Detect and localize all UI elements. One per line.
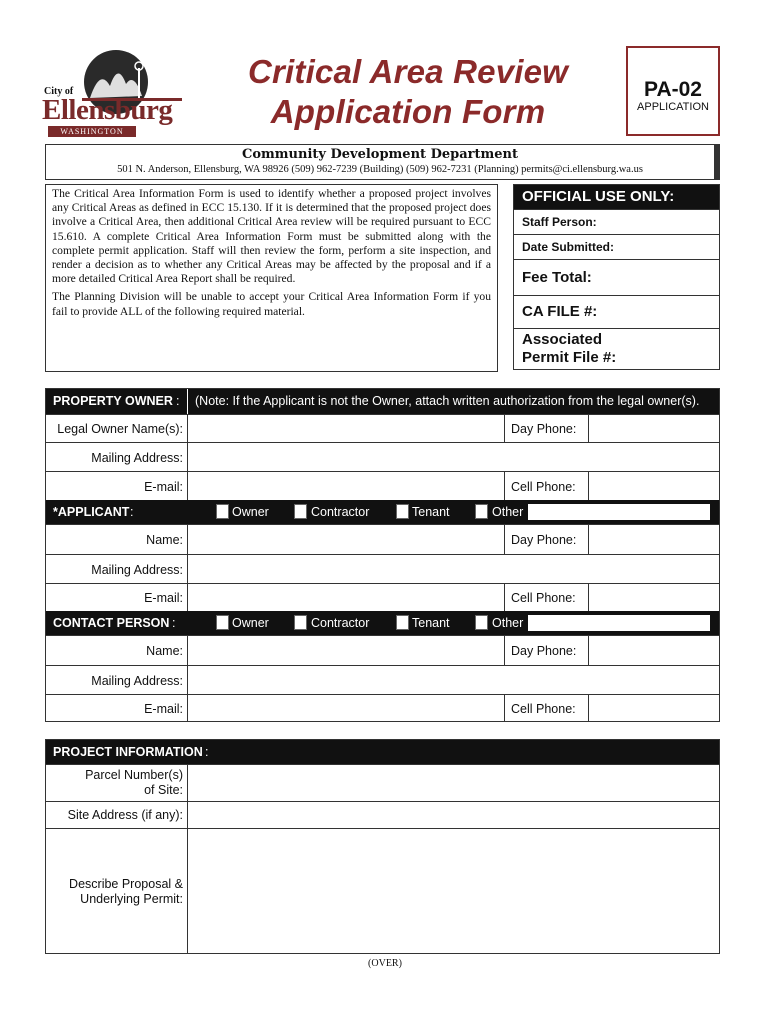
owner-email-label: E-mail:	[144, 480, 183, 494]
associated-permit-field[interactable]	[514, 328, 719, 369]
owner-mailing-label: Mailing Address:	[91, 451, 183, 465]
property-owner-heading: PROPERTY OWNER	[53, 394, 173, 408]
department-title: Community Development Department	[242, 147, 518, 162]
form-type: APPLICATION	[637, 101, 709, 113]
form-code: PA-02	[644, 78, 702, 101]
describe-row	[46, 828, 719, 954]
contact-email-input[interactable]	[188, 695, 504, 722]
applicant-day-phone-label: Day Phone:	[511, 533, 577, 547]
contact-email-row	[46, 694, 719, 722]
contact-tenant-checkbox[interactable]	[396, 615, 409, 630]
applicant-name-label: Name:	[146, 533, 183, 547]
applicant-email-label: E-mail:	[144, 591, 183, 605]
contact-contractor-checkbox[interactable]	[294, 615, 307, 630]
parcel-row	[46, 764, 719, 801]
associated-permit-label-1: Associated	[522, 331, 603, 348]
contact-other-input[interactable]	[528, 615, 710, 631]
intro-paragraph-2: The Planning Division will be unable to accept your Critical Area Information Form if you fail to provide ALL of the following required material.	[52, 290, 491, 318]
logo-state: WASHINGTON	[48, 126, 136, 137]
project-heading: PROJECT INFORMATION	[53, 745, 203, 759]
contact-mailing-label: Mailing Address:	[91, 674, 183, 688]
applicant-mailing-label: Mailing Address:	[91, 563, 183, 577]
applicant-other-label: Other	[492, 505, 524, 519]
contact-person-bar	[46, 611, 719, 635]
owner-mailing-row	[46, 442, 719, 471]
owner-cell-phone-input[interactable]	[589, 472, 720, 500]
describe-label-2: Underlying Permit:	[80, 892, 183, 906]
owner-email-input[interactable]	[188, 472, 504, 500]
contact-mailing-row	[46, 665, 719, 694]
applicant-name-input[interactable]	[188, 525, 504, 554]
describe-label	[46, 877, 187, 907]
applicant-email-row	[46, 583, 719, 611]
contact-day-phone-input[interactable]	[589, 636, 720, 665]
contact-contractor-label: Contractor	[311, 616, 370, 630]
contact-person-colon: :	[172, 616, 176, 630]
date-submitted-field[interactable]	[514, 234, 719, 259]
official-use-box	[513, 184, 720, 370]
applicant-bar	[46, 500, 719, 524]
ca-file-label: CA FILE #:	[522, 303, 598, 320]
ca-file-field[interactable]	[514, 295, 719, 328]
staff-person-field[interactable]	[514, 209, 719, 234]
legal-owner-input[interactable]	[188, 415, 504, 442]
associated-permit-label-2: Permit File #:	[522, 349, 617, 366]
applicant-heading: *APPLICANT	[53, 505, 130, 519]
describe-input[interactable]	[188, 829, 720, 954]
applicant-mailing-row	[46, 554, 719, 583]
contact-tenant-label: Tenant	[412, 616, 450, 630]
owner-mailing-input[interactable]	[188, 443, 720, 471]
department-banner	[45, 144, 720, 180]
describe-label-1: Describe Proposal &	[69, 877, 183, 891]
parcel-input[interactable]	[188, 765, 720, 801]
site-address-input[interactable]	[188, 802, 720, 828]
site-address-label: Site Address (if any):	[67, 808, 183, 822]
contact-mailing-input[interactable]	[188, 666, 720, 694]
date-submitted-label: Date Submitted:	[522, 240, 615, 254]
applicant-other-checkbox[interactable]	[475, 504, 488, 519]
applicant-cell-phone-label: Cell Phone:	[511, 591, 576, 605]
department-contact: 501 N. Anderson, Ellensburg, WA 98926 (509) 962-7239 (Building) (509) 962-7231 (Planning) permits@ci.ellensburg.wa.us	[117, 164, 643, 175]
form-title-line-2: Application Form	[270, 93, 546, 130]
contact-person-heading: CONTACT PERSON	[53, 616, 170, 630]
applicant-mailing-input[interactable]	[188, 555, 720, 583]
project-bar	[46, 740, 719, 764]
owner-day-phone-input[interactable]	[589, 415, 720, 442]
contact-other-label: Other	[492, 616, 524, 630]
contact-email-label: E-mail:	[144, 702, 183, 716]
applicant-name-row	[46, 524, 719, 554]
site-address-row	[46, 801, 719, 828]
owner-day-phone-label: Day Phone:	[511, 422, 577, 436]
applicant-contractor-checkbox[interactable]	[294, 504, 307, 519]
contact-name-input[interactable]	[188, 636, 504, 665]
logo-city-name: Ellensburg	[42, 94, 173, 126]
form-code-box	[626, 46, 720, 136]
owner-email-row	[46, 471, 719, 500]
applicant-owner-label: Owner	[232, 505, 269, 519]
contact-owner-checkbox[interactable]	[216, 615, 229, 630]
contact-name-label: Name:	[146, 644, 183, 658]
intro-paragraph-1: The Critical Area Information Form is used to identify whether a proposed project involves any Critical Areas as defined in ECC 15.130. If it is determined that the proposed project does involve a Critical Area, then additional Critical Area review will be required pursuant to ECC 15.610. A complete Critical Area Information Form must be submitted along with the complete permit application. Staff will then review the form, perform a site inspection, and render a decision as to whether any Critical Areas may be affected by the proposal and if a more detailed Critical Area Report shall be required.	[52, 187, 491, 286]
applicant-tenant-checkbox[interactable]	[396, 504, 409, 519]
over-note: (OVER)	[368, 958, 402, 969]
legal-owner-label: Legal Owner Name(s):	[57, 422, 183, 436]
logo-city-of: City of	[44, 86, 74, 97]
official-use-heading: OFFICIAL USE ONLY:	[514, 185, 719, 209]
parcel-label-2: of Site:	[144, 783, 183, 797]
applicant-contractor-label: Contractor	[311, 505, 370, 519]
city-logo	[40, 48, 190, 140]
applicant-owner-checkbox[interactable]	[216, 504, 229, 519]
parties-section	[45, 388, 720, 722]
contact-day-phone-label: Day Phone:	[511, 644, 577, 658]
applicant-colon: :	[130, 505, 134, 519]
property-owner-note: (Note: If the Applicant is not the Owner, attach written authorization from the legal owner(s).	[195, 394, 700, 408]
applicant-tenant-label: Tenant	[412, 505, 450, 519]
applicant-email-input[interactable]	[188, 584, 504, 611]
owner-cell-phone-label: Cell Phone:	[511, 480, 576, 494]
contact-cell-phone-label: Cell Phone:	[511, 702, 576, 716]
property-owner-bar	[46, 389, 719, 414]
parcel-label-1: Parcel Number(s)	[85, 768, 183, 782]
contact-cell-phone-input[interactable]	[589, 695, 720, 722]
applicant-cell-phone-input[interactable]	[589, 584, 720, 611]
form-title-line-1: Critical Area Review	[247, 53, 569, 90]
applicant-day-phone-input[interactable]	[589, 525, 720, 554]
contact-owner-label: Owner	[232, 616, 269, 630]
applicant-other-input[interactable]	[528, 504, 710, 520]
fee-total-field[interactable]	[514, 259, 719, 295]
intro-text-box	[45, 184, 498, 372]
fee-total-label: Fee Total:	[522, 269, 592, 286]
contact-name-row	[46, 635, 719, 665]
project-section	[45, 739, 720, 954]
staff-person-label: Staff Person:	[522, 215, 597, 229]
property-owner-colon: :	[176, 394, 180, 408]
contact-other-checkbox[interactable]	[475, 615, 488, 630]
project-colon: :	[205, 745, 209, 759]
parcel-label	[46, 768, 187, 798]
legal-owner-row	[46, 414, 719, 442]
